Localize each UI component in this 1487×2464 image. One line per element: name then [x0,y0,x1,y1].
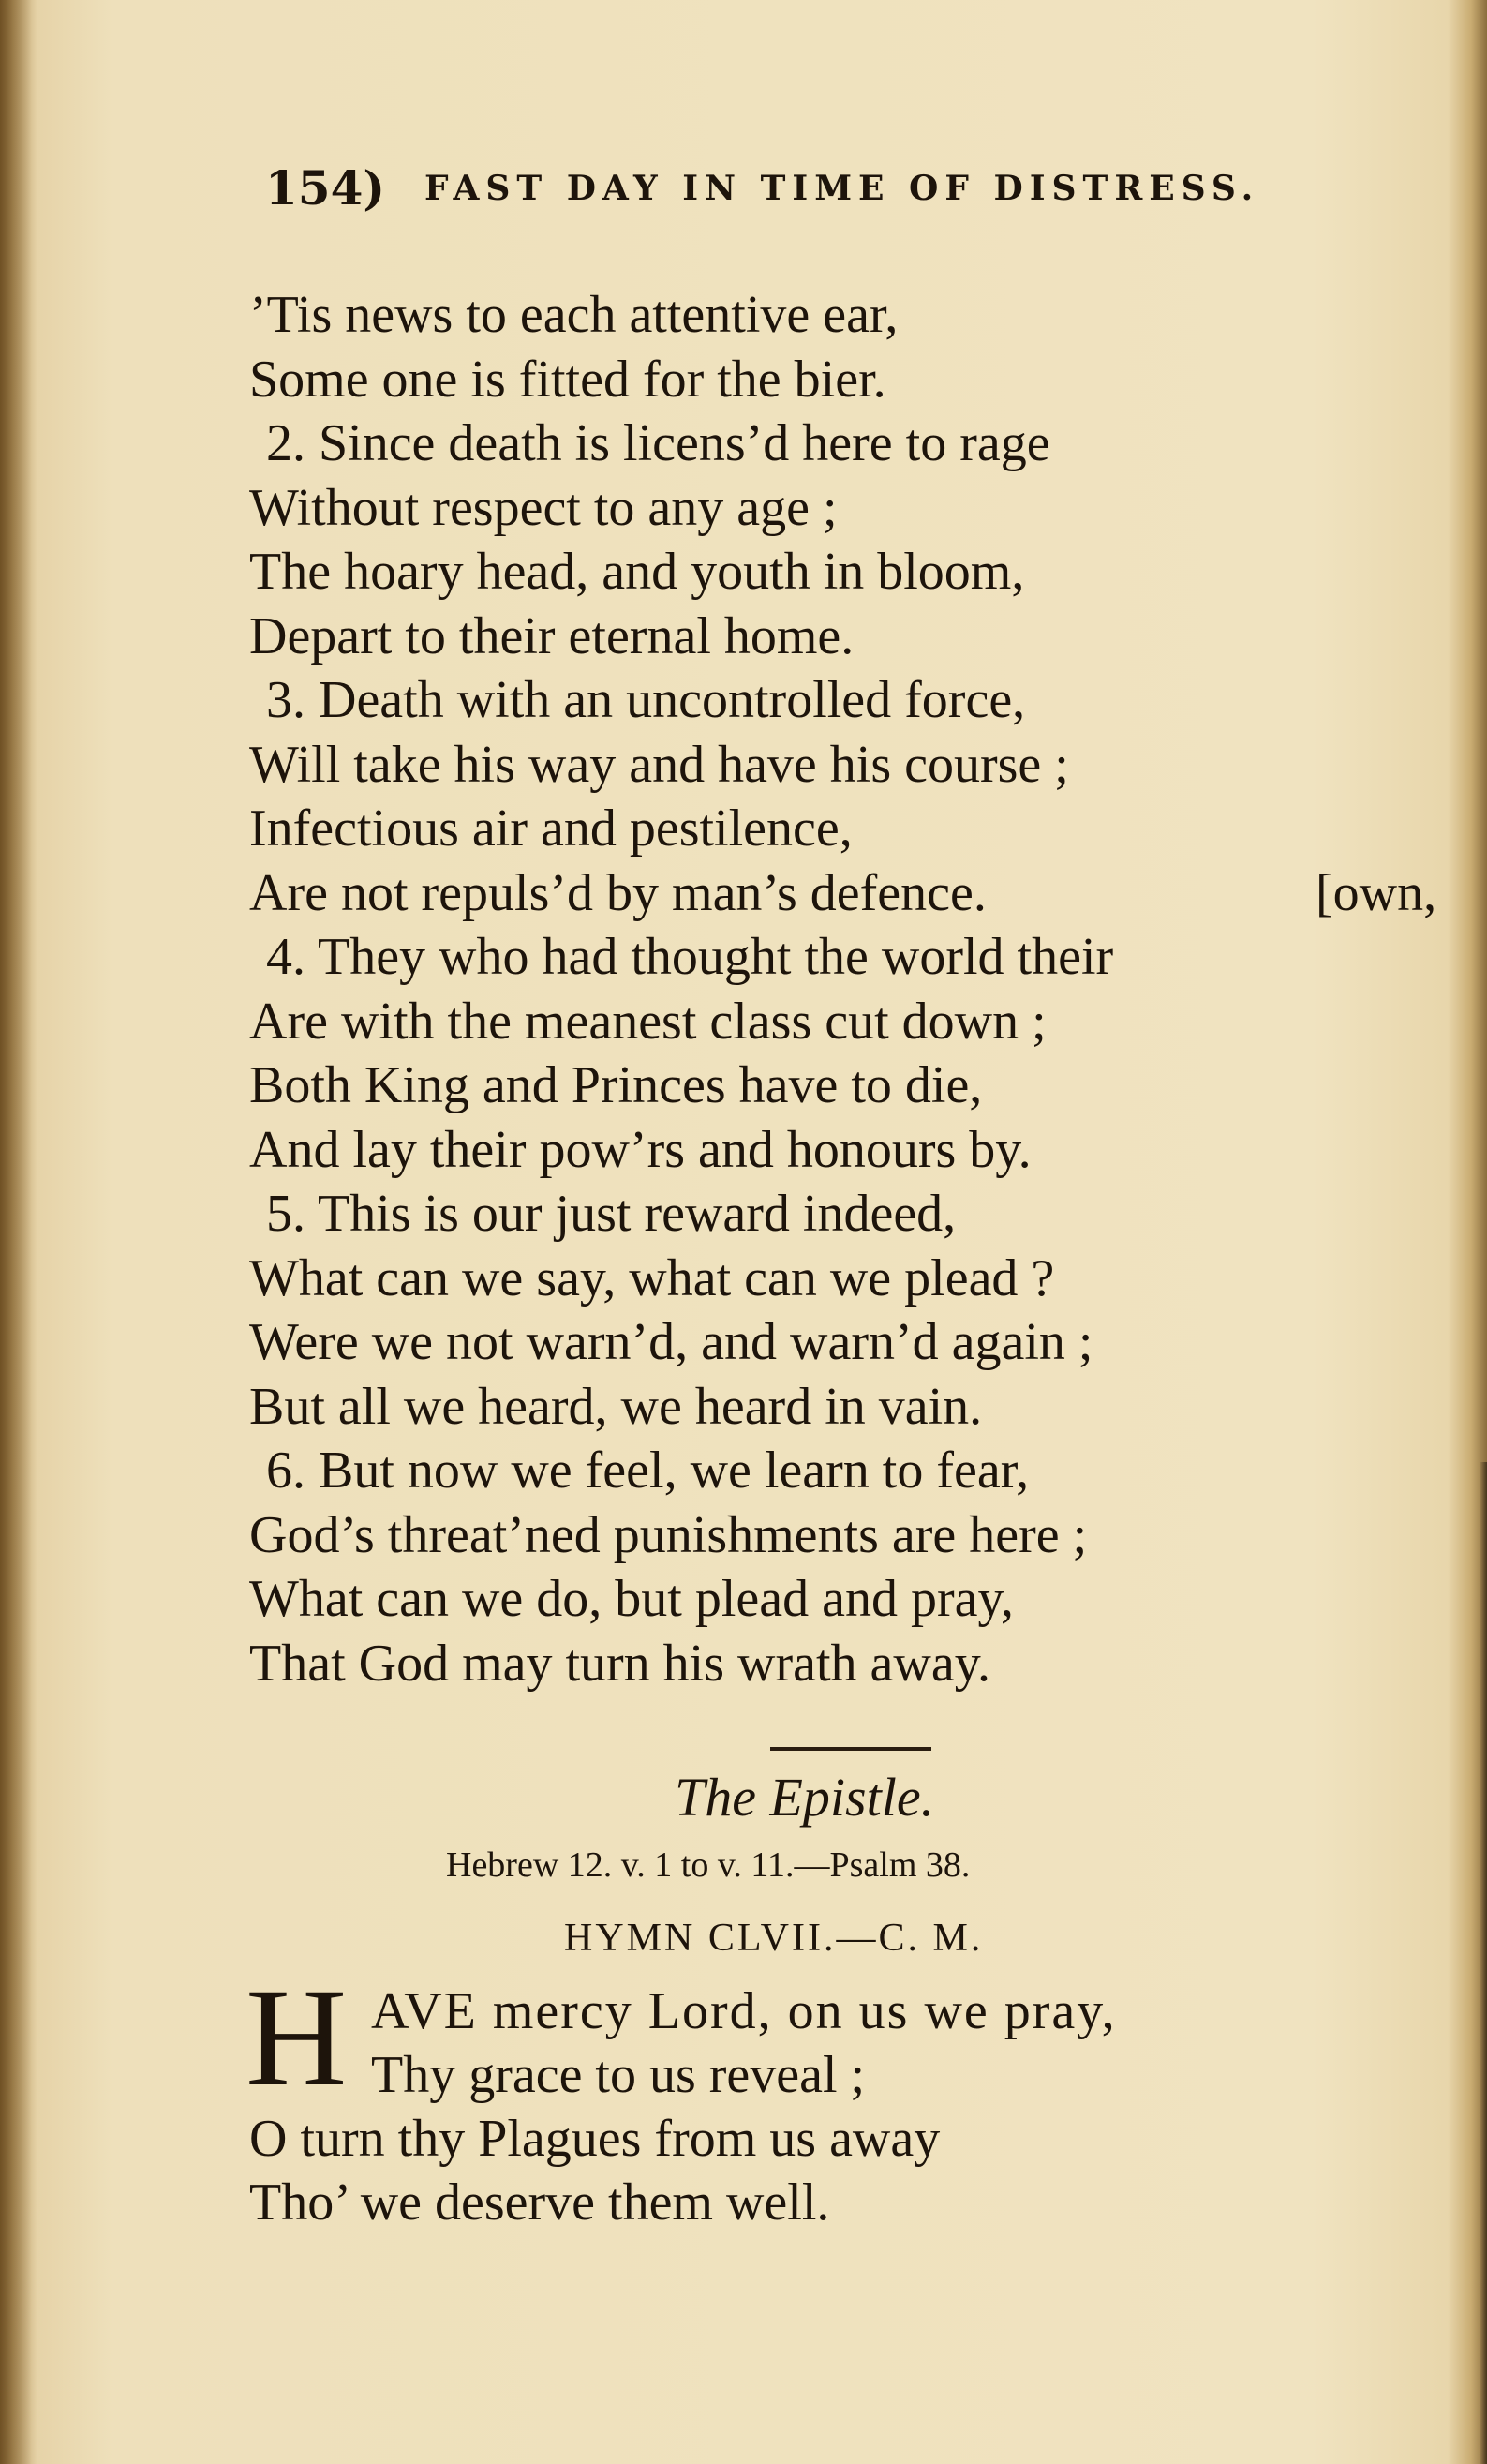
hymn-line [249,2043,1467,2107]
verse-line [249,797,1467,861]
verse-text: Some one is fitted for the bier. [249,350,886,409]
verse-line [249,925,1467,990]
running-title: FAST DAY IN TIME OF DISTRESS. [424,169,1260,208]
drop-cap: H [245,1960,348,2115]
verse-line [249,411,1467,476]
hymn-line-text: Thy grace to us reveal ; [371,2046,866,2104]
page-number: 154) [265,160,386,216]
verse-text: Are not repuls’d by man’s defence. [249,863,987,922]
verse-text: 6. But now we feel, we learn to fear, [266,1441,1030,1500]
verse-line [249,283,1467,348]
verse-text: Are with the meanest class cut down ; [249,992,1047,1051]
verse-text: Will take his way and have his course ; [249,735,1069,794]
gutter-shadow [0,0,32,2464]
scripture-reference: Hebrew 12. v. 1 to v. 11.—Psalm 38. [446,1845,971,1885]
verse-text: Infectious air and pestilence, [249,799,853,858]
verse-line [249,476,1467,541]
verse-line [249,605,1467,669]
running-header [265,156,1371,221]
verse-line [249,1632,1467,1696]
hymn-line-text: O turn thy Plagues from us away [249,2110,941,2168]
verse-line [249,1503,1467,1568]
verse-line [249,733,1467,798]
hymn-line [249,2171,1467,2234]
hymn-stanza [249,1979,1467,2234]
hymn-title: HYMN CLVII.—C. M. [564,1917,984,1960]
hymn-verses [249,283,1467,1695]
verse-line [249,861,1467,926]
verse-line [249,540,1467,605]
hymn-line-text: AVE mercy Lord, on us we pray, [371,1982,1117,2040]
verse-text: 2. Since death is licens’d here to rage [266,414,1050,472]
verse-text: That God may turn his wrath away. [249,1634,991,1693]
verse-line [249,348,1467,412]
verse-text: Without respect to any age ; [249,478,838,537]
verse-text: But all we heard, we heard in vain. [249,1377,983,1436]
verse-line [249,990,1467,1054]
verse-text: The hoary head, and youth in bloom, [249,543,1025,601]
verse-text: Were we not warn’d, and warn’d again ; [249,1313,1093,1371]
verse-text: 5. This is our just reward indeed, [266,1185,957,1243]
verse-text: Depart to their eternal home. [249,606,855,665]
verse-line [249,1053,1467,1118]
verse-line [249,1310,1467,1375]
verse-text: ’Tis news to each attentive ear, [249,286,899,344]
hymn-line [249,2107,1467,2171]
verse-text: Both King and Princes have to die, [249,1056,983,1114]
verse-text: What can we say, what can we plead ? [249,1248,1055,1307]
verse-line [249,1118,1467,1183]
page-edge [1480,1462,1487,2464]
verse-line [249,1247,1467,1311]
verse-text: And lay their pow’rs and honours by. [249,1120,1032,1179]
hymn-line [249,1979,1467,2043]
section-title: The Epistle. [675,1767,935,1828]
verse-line [249,1439,1467,1503]
turnover-word: [own, [1316,863,1437,922]
verse-line [249,1375,1467,1440]
verse-text: 3. Death with an uncontrolled force, [266,671,1026,729]
verse-line [249,668,1467,733]
verse-line [249,1567,1467,1632]
verse-line [249,1182,1467,1247]
verse-text: What can we do, but plead and pray, [249,1570,1014,1628]
verse-text: God’s threat’ned punishments are here ; [249,1505,1088,1564]
section-divider [770,1747,931,1751]
verse-text: 4. They who had thought the world their [266,928,1114,986]
hymn-line-text: Tho’ we deserve them well. [249,2173,830,2232]
